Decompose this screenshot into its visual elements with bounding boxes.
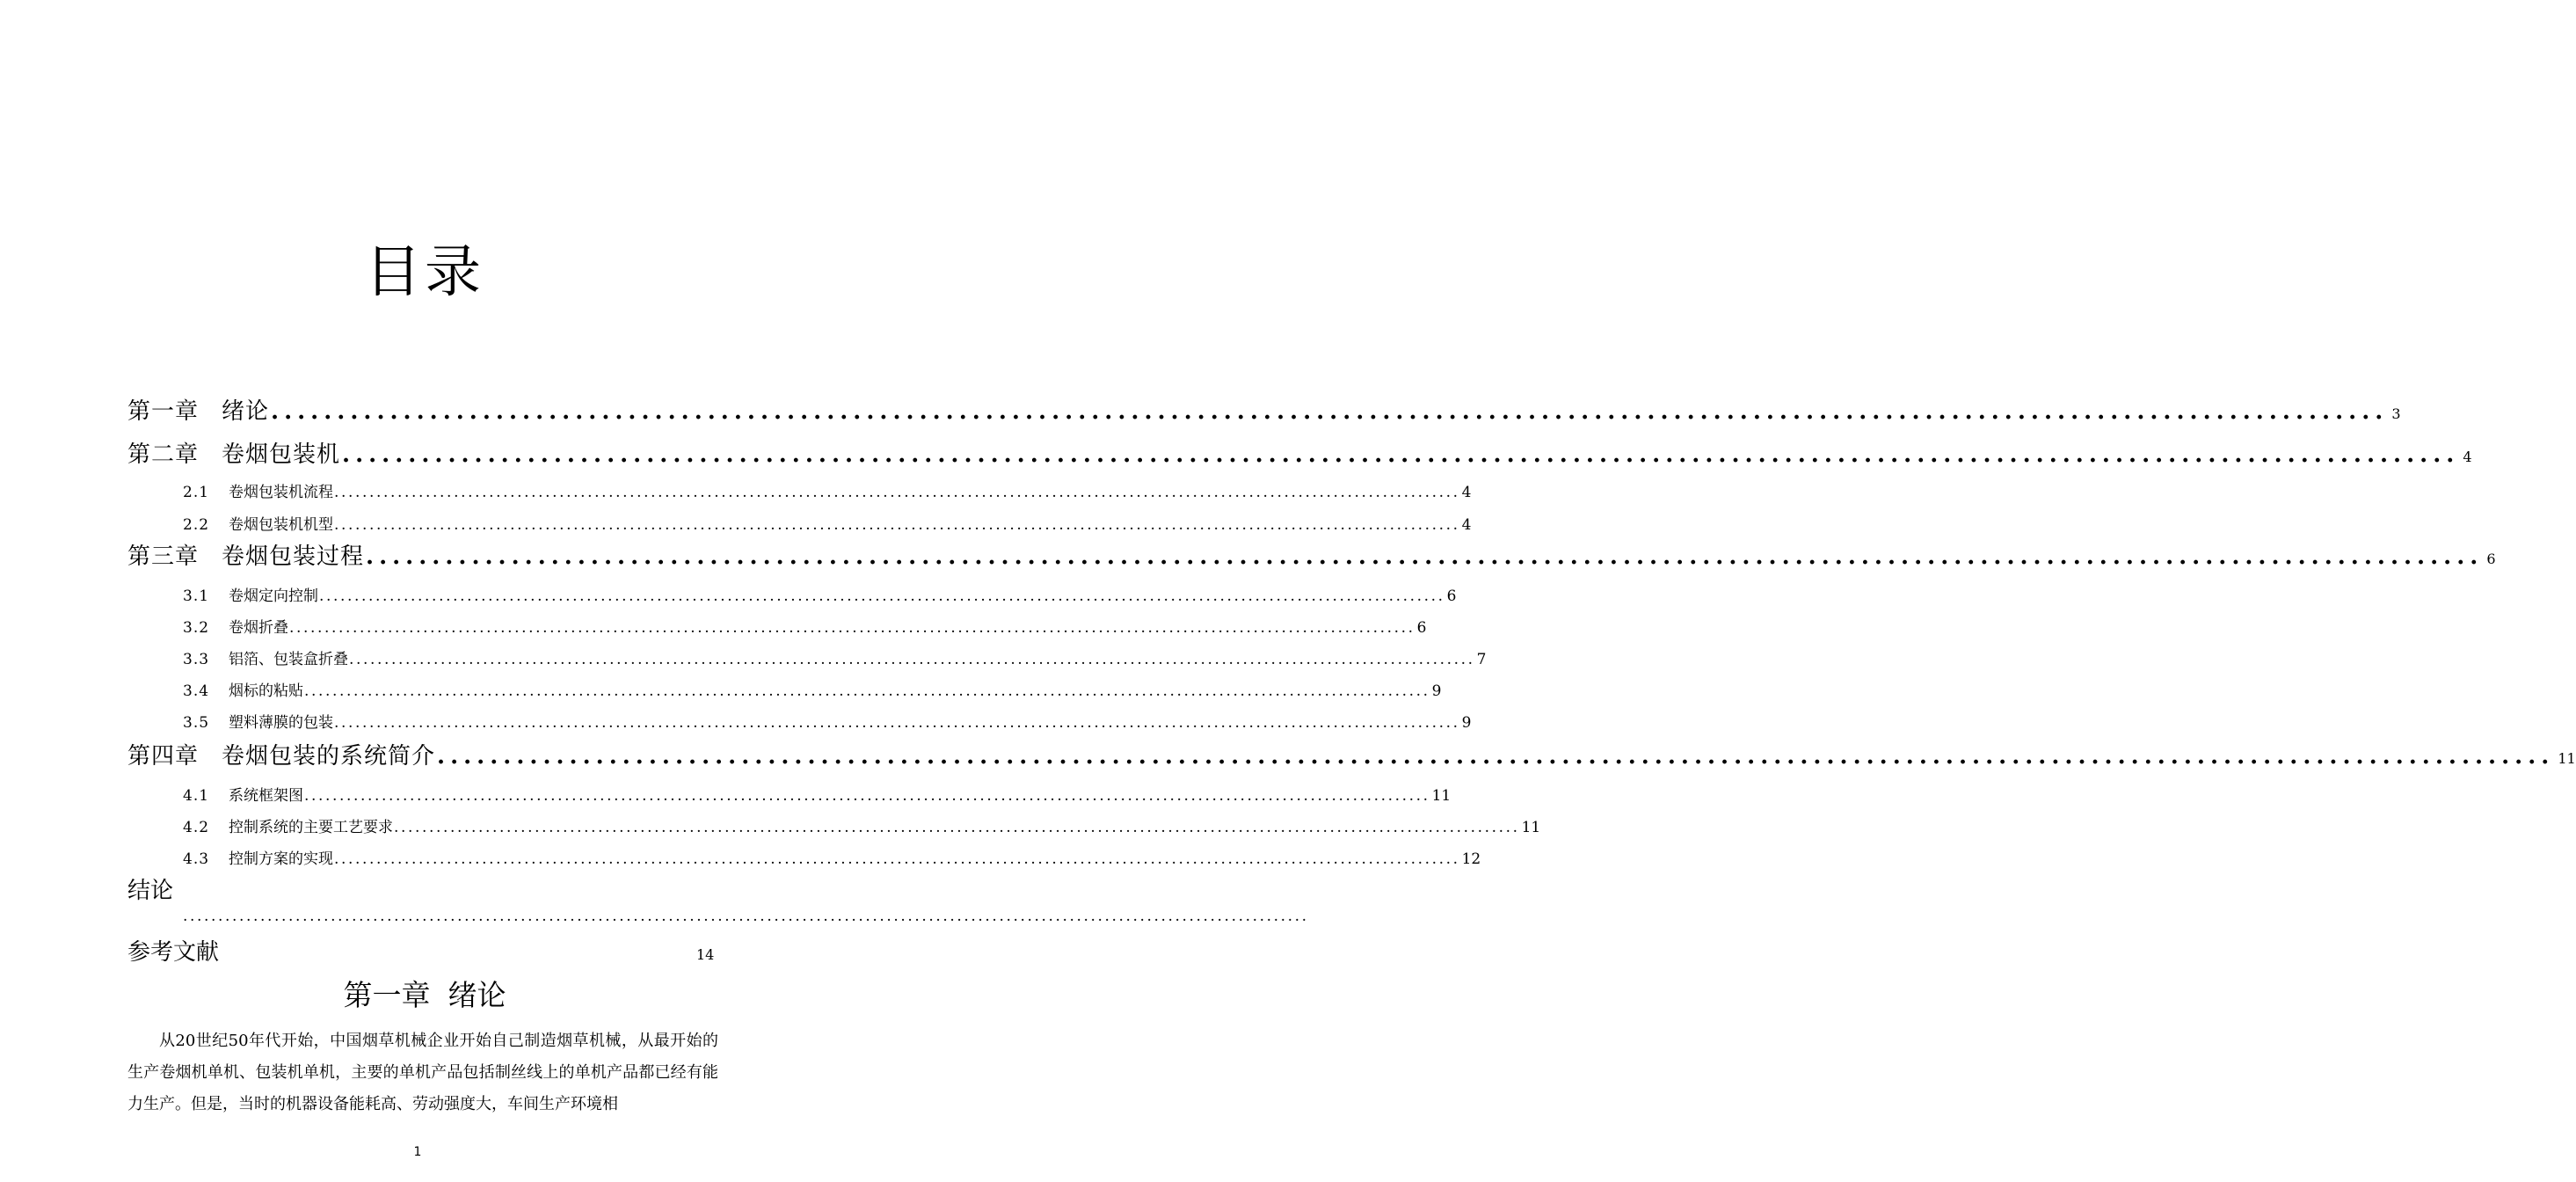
toc-leader-dots: ................................................................................................................................................................ xyxy=(289,619,1415,637)
toc-entry-section-3-2[interactable] xyxy=(183,617,1427,638)
toc-chapter-label: 第四章 xyxy=(127,743,200,770)
toc-entry-section-4-3[interactable] xyxy=(183,849,1481,870)
toc-section-number: 3.3 xyxy=(183,651,210,668)
toc-leader-dots: ................................................................................................................................................................ xyxy=(334,714,1460,732)
toc-page-number: 9 xyxy=(1461,714,1472,732)
toc-section-title: 卷烟包装机流程 xyxy=(229,484,333,501)
toc-chapter-title: 绪论 xyxy=(222,398,270,425)
toc-entry-section-2-2[interactable] xyxy=(183,514,1472,536)
chapter-label: 第一章 xyxy=(343,978,431,1012)
toc-section-number: 3.5 xyxy=(183,714,210,732)
chapter-heading xyxy=(0,974,849,1017)
toc-entry-section-4-2[interactable] xyxy=(183,817,1541,838)
toc-leader-dots: ................................................................................................................................................................ xyxy=(334,516,1460,534)
toc-section-title: 系统框架图 xyxy=(229,787,303,805)
toc-section-title: 控制方案的实现 xyxy=(229,850,333,868)
toc-entry-section-4-1[interactable] xyxy=(183,785,1452,806)
toc-section-number: 3.2 xyxy=(183,619,210,637)
toc-leader-dots: ................................................................................................................................................................ xyxy=(304,787,1430,805)
toc-entry-conclusion[interactable]: 结论 xyxy=(127,878,174,904)
toc-chapter-title: 卷烟包装的系统简介 xyxy=(222,743,436,770)
toc-leader-dots: ................................................................................................................................................................ xyxy=(366,544,2484,570)
toc-leader-dots: ................................................................................................................................................................ xyxy=(183,908,1309,925)
toc-chapter-label: 第三章 xyxy=(127,544,200,570)
toc-chapter-title: 卷烟包装机 xyxy=(222,441,341,468)
toc-page-number: 6 xyxy=(1446,587,1457,605)
toc-entry-chapter-2[interactable] xyxy=(127,439,2472,473)
toc-leader-dots: ................................................................................................................................................................ xyxy=(334,484,1460,501)
toc-page-number: 11 xyxy=(2558,750,2576,767)
toc-section-number: 4.3 xyxy=(183,850,210,868)
toc-section-number: 2.2 xyxy=(183,516,210,534)
toc-page-number: 4 xyxy=(1461,484,1472,501)
toc-section-title: 控制系统的主要工艺要求 xyxy=(229,819,393,836)
body-paragraph: 从20世纪50年代开始，中国烟草机械企业开始自己制造烟草机械，从最开始的生产卷烟机单机、包装机单机，主要的单机产品包括制丝线上的单机产品都已经有能力生产。但是，当时的机器设备能耗高、劳动强度大，车间生产环境相 xyxy=(127,1032,718,1113)
toc-page-number: 4 xyxy=(2463,449,2472,465)
toc-leader-dots: ................................................................................................................................................................ xyxy=(334,850,1460,868)
toc-section-number: 2.1 xyxy=(183,484,210,501)
toc-entry-chapter-1[interactable] xyxy=(127,396,2401,430)
chapter-title: 绪论 xyxy=(448,978,506,1012)
toc-page-number: 4 xyxy=(1461,516,1472,534)
toc-page-number: 3 xyxy=(2391,405,2401,422)
toc-section-title: 铝箔、包装盒折叠 xyxy=(229,651,348,668)
toc-leader-dots: ................................................................................................................................................................ xyxy=(342,441,2460,468)
toc-page-number: 6 xyxy=(2486,551,2496,567)
toc-chapter-label: 第二章 xyxy=(127,441,200,468)
toc-section-title: 塑料薄膜的包装 xyxy=(229,714,333,732)
toc-entry-section-2-1[interactable] xyxy=(183,482,1472,503)
toc-page-number: 11 xyxy=(1521,819,1541,836)
toc-section-number: 3.4 xyxy=(183,682,210,700)
toc-page-number: 9 xyxy=(1431,682,1442,700)
toc-page-number: 14 xyxy=(696,946,715,963)
toc-entry-section-3-5[interactable] xyxy=(183,712,1472,733)
toc-page-number: 11 xyxy=(1431,787,1452,805)
toc-entry-section-3-3[interactable] xyxy=(183,649,1487,670)
toc-section-title: 卷烟折叠 xyxy=(229,619,288,637)
page-number: 1 xyxy=(413,1145,422,1159)
toc-page-number: 12 xyxy=(1461,850,1481,868)
toc-section-number: 4.1 xyxy=(183,787,210,805)
toc-page-number: 7 xyxy=(1476,651,1487,668)
toc-entry-chapter-4[interactable] xyxy=(127,741,2576,775)
toc-entry-references[interactable]: 参考文献 xyxy=(127,939,220,966)
toc-section-title: 烟标的粘贴 xyxy=(229,682,303,700)
chapter-body xyxy=(127,1025,718,1120)
toc-leader-dots: ................................................................................................................................................................ xyxy=(349,651,1475,668)
toc-chapter-title: 卷烟包装过程 xyxy=(222,544,365,570)
toc-section-number: 3.1 xyxy=(183,587,210,605)
toc-title: 目录 xyxy=(365,240,484,305)
toc-leader-dots: ................................................................................................................................................................ xyxy=(437,743,2555,770)
toc-entry-section-3-1[interactable] xyxy=(183,586,1457,607)
toc-leader-dots: ................................................................................................................................................................ xyxy=(319,587,1445,605)
toc-leader-dots: ................................................................................................................................................................ xyxy=(394,819,1520,836)
toc-section-number: 4.2 xyxy=(183,819,210,836)
toc-entry-chapter-3[interactable] xyxy=(127,541,2496,575)
toc-chapter-label: 第一章 xyxy=(127,398,200,425)
toc-page-number: 6 xyxy=(1416,619,1427,637)
toc-entry-section-3-4[interactable] xyxy=(183,681,1442,702)
toc-section-title: 卷烟定向控制 xyxy=(229,587,318,605)
toc-leader-dots: ................................................................................................................................................................ xyxy=(304,682,1430,700)
toc-section-title: 卷烟包装机机型 xyxy=(229,516,333,534)
toc-leader-dots: ................................................................................................................................................................ xyxy=(271,398,2389,425)
